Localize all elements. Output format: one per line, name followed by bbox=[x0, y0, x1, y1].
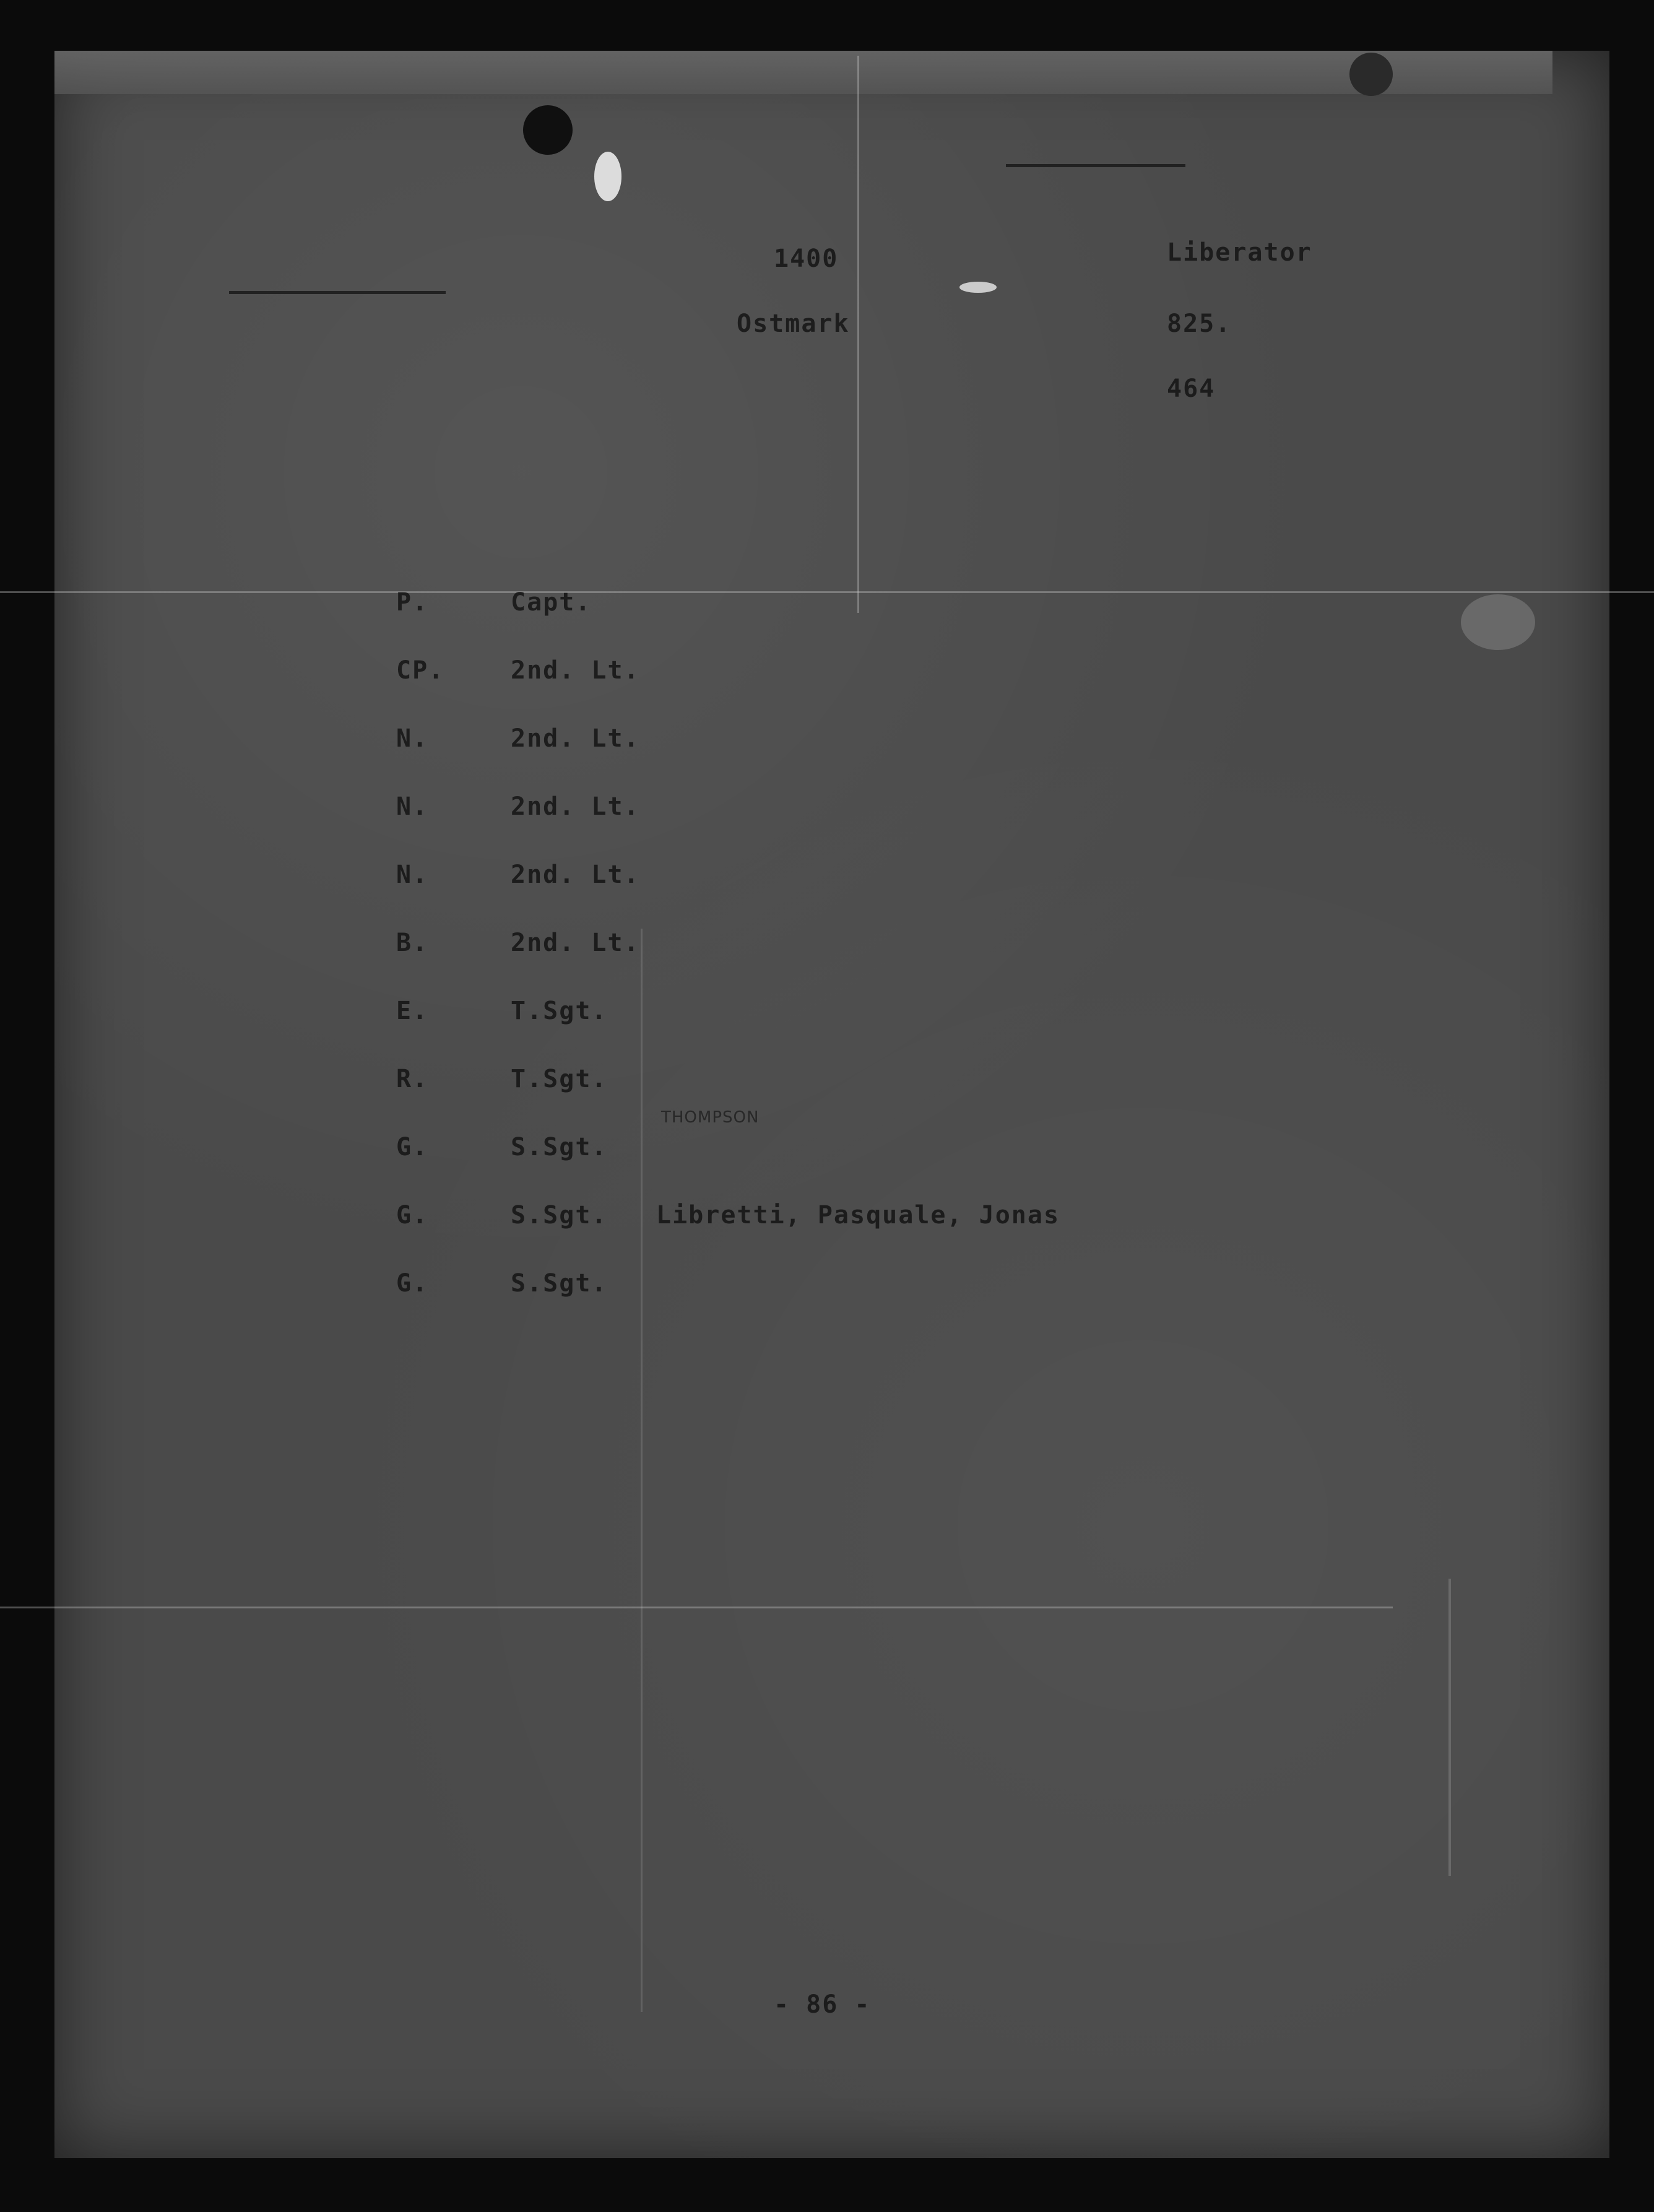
crew-row bbox=[396, 1133, 608, 1170]
mission-time: 1400 bbox=[774, 245, 839, 273]
crew-rank: S.Sgt. bbox=[511, 1201, 608, 1230]
squadron-number: 825. bbox=[1167, 310, 1232, 338]
crew-row bbox=[396, 1201, 1060, 1238]
scan-line bbox=[857, 56, 859, 613]
film-blemish bbox=[959, 282, 997, 293]
crew-position: E. bbox=[396, 997, 429, 1025]
crew-position: N. bbox=[396, 792, 429, 821]
aircraft-type: Liberator bbox=[1167, 238, 1312, 267]
punch-hole-mark bbox=[1349, 53, 1393, 96]
direction: Ostmark bbox=[737, 310, 850, 338]
crew-position: N. bbox=[396, 861, 429, 889]
crew-rank: Capt. bbox=[511, 588, 592, 617]
crew-row bbox=[396, 929, 640, 966]
film-blemish bbox=[1461, 594, 1535, 650]
crew-rank: T.Sgt. bbox=[511, 997, 608, 1025]
crew-rank: 2nd. Lt. bbox=[511, 861, 640, 889]
scan-line bbox=[641, 929, 643, 2012]
scan-line bbox=[0, 1607, 1393, 1608]
crew-name: Libretti, Pasquale, Jonas bbox=[656, 1201, 1060, 1230]
document-page bbox=[54, 51, 1609, 2158]
crew-rank: 2nd. Lt. bbox=[511, 792, 640, 821]
crew-row bbox=[396, 861, 640, 898]
crew-rank: T.Sgt. bbox=[511, 1065, 608, 1093]
page-number: - 86 - bbox=[774, 1990, 871, 2019]
handwritten-annotation: THOMPSON bbox=[661, 1108, 760, 1127]
crew-position: R. bbox=[396, 1065, 429, 1093]
crew-rank: S.Sgt. bbox=[511, 1269, 608, 1298]
crew-position: B. bbox=[396, 929, 429, 957]
crew-row bbox=[396, 1065, 608, 1102]
crew-rank: S.Sgt. bbox=[511, 1133, 608, 1161]
crew-row bbox=[396, 1269, 608, 1306]
unit-code: 464 bbox=[1167, 375, 1216, 403]
top-strip bbox=[54, 51, 1552, 94]
crew-position: N. bbox=[396, 724, 429, 753]
crew-position: G. bbox=[396, 1201, 429, 1230]
crew-rank: 2nd. Lt. bbox=[511, 929, 640, 957]
film-blemish bbox=[594, 152, 621, 201]
date-underline bbox=[229, 291, 446, 294]
crew-row bbox=[396, 656, 640, 693]
crew-rank: 2nd. Lt. bbox=[511, 724, 640, 753]
crew-position: P. bbox=[396, 588, 429, 617]
reference-underline bbox=[1006, 164, 1185, 167]
crew-position: G. bbox=[396, 1133, 429, 1161]
crew-row bbox=[396, 997, 608, 1034]
crew-row bbox=[396, 588, 592, 625]
scan-line bbox=[1448, 1579, 1451, 1876]
crew-row bbox=[396, 724, 640, 761]
punch-hole-mark bbox=[523, 105, 573, 155]
crew-position: G. bbox=[396, 1269, 429, 1298]
scan-line bbox=[0, 591, 1654, 593]
crew-row bbox=[396, 792, 640, 830]
crew-rank: 2nd. Lt. bbox=[511, 656, 640, 685]
crew-position: CP. bbox=[396, 656, 445, 685]
